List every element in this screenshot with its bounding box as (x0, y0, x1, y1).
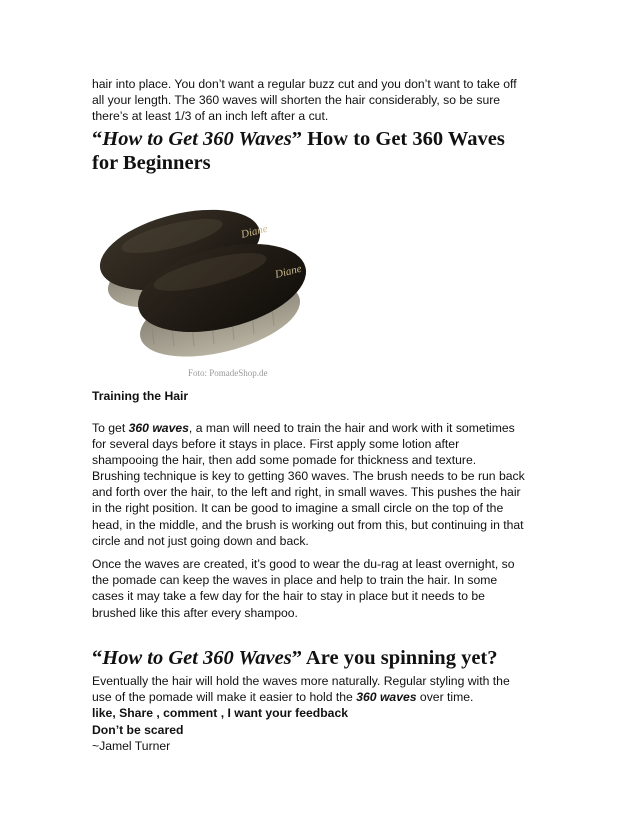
intro-line: there’s at least 1/3 of an inch left after a cut. (92, 109, 329, 124)
signature: ~Jamel Turner (92, 738, 171, 753)
quote-mark: “ (92, 128, 103, 150)
heading-italic: How to Get 360 Waves (102, 647, 292, 669)
paragraph-line: head, in the middle, and the brush is working out from this, but continuing in that (92, 517, 524, 532)
training-paragraph-2 (92, 468, 552, 549)
dont-be-scared: Don’t be scared (92, 722, 184, 737)
paragraph-line: the pomade can keep the waves in place and help to train the hair. In some (92, 573, 498, 588)
text-run: To get (92, 421, 129, 435)
intro-paragraph (92, 76, 552, 125)
training-paragraph-1 (92, 420, 552, 469)
section-heading: Training the Hair (92, 389, 189, 403)
heading-rest: How to Get 360 Waves (301, 128, 505, 150)
heading-spinning (92, 646, 562, 670)
quote-mark: ” (291, 647, 302, 669)
paragraph-line: Eventually the hair will hold the waves more naturally. Regular styling with the (92, 674, 510, 688)
text-run: over time. (416, 690, 474, 705)
call-to-action: like, Share , comment , I want your feedback (92, 706, 349, 721)
closing-paragraph (92, 673, 552, 754)
paragraph-line: shampooing the hair, then add some pomade for thickness and texture. (92, 453, 477, 468)
intro-line: hair into place. You don’t want a regular buzz cut and you don’t want to take off (92, 77, 517, 91)
paragraph-line: and forth over the hair, to the left and right, in small waves. This pushes the hair (92, 485, 521, 500)
paragraph-line (92, 420, 552, 436)
paragraph-line: Brushing technique is key to getting 360 waves. The brush needs to be run back (92, 469, 525, 483)
brush-image (92, 178, 320, 381)
heading-line (92, 646, 562, 670)
heading-line: for Beginners (92, 152, 211, 174)
training-paragraph-3 (92, 556, 552, 621)
paragraph-line: in the right position. It can be good to imagine a small circle on the top of the (92, 501, 504, 516)
paragraph-line: brushed like this after every shampoo. (92, 605, 298, 620)
heading-rest: Are you spinning yet? (301, 647, 498, 669)
paragraph-line: cases it may take a few day for the hair to stay in place but it needs to be (92, 589, 485, 604)
heading-beginners (92, 127, 562, 175)
paragraph-line (92, 689, 552, 705)
brush-brand-label: Diane (273, 262, 303, 281)
intro-line: all your length. The 360 waves will shorten the hair considerably, so be sure (92, 93, 501, 108)
paragraph-line: circle and not just going down and back. (92, 533, 309, 548)
keyword-360-waves: 360 waves (128, 421, 189, 435)
hair-brush-pair-photo (92, 178, 320, 381)
paragraph-line: for several days before it stays in place. First apply some lotion after (92, 437, 460, 452)
paragraph-line: Once the waves are created, it’s good to wear the du-rag at least overnight, so (92, 557, 515, 571)
section-training (92, 388, 552, 404)
quote-mark: ” (291, 128, 302, 150)
quote-mark: “ (92, 647, 103, 669)
brush-brand-label: Diane (239, 222, 269, 241)
photo-credit: Foto: PomadeShop.de (188, 368, 268, 378)
heading-italic: How to Get 360 Waves (102, 128, 292, 150)
text-run: use of the pomade will make it easier to hold the (92, 690, 357, 705)
text-run: , a man will need to train the hair and work with it sometimes (188, 421, 515, 435)
keyword-360-waves: 360 waves (356, 690, 417, 705)
heading-line (92, 127, 562, 151)
